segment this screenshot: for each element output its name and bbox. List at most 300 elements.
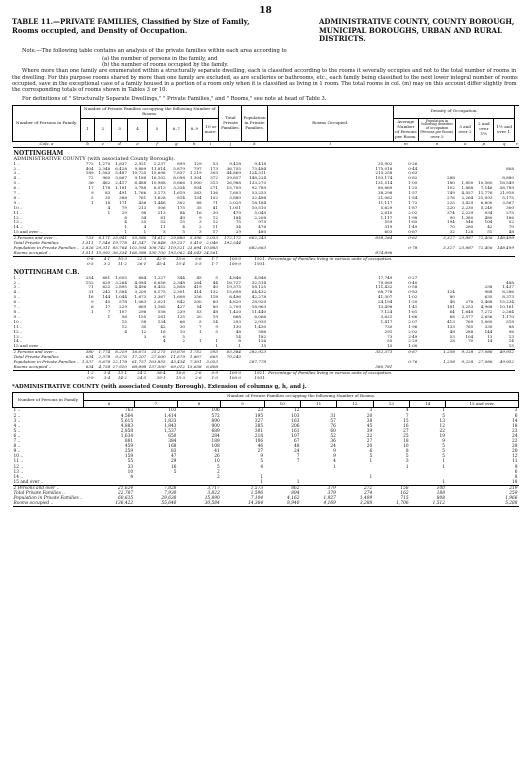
- row-label: 11 ..: [13, 209, 23, 215]
- cell: 1: [442, 479, 445, 485]
- cell: 2,858: [120, 428, 134, 434]
- cell: 1: [296, 479, 300, 485]
- cell: 6,808: [206, 363, 218, 369]
- cell: 518: [506, 318, 514, 324]
- cell: 1·54: [408, 194, 418, 200]
- cell: 7,272: [480, 308, 493, 314]
- extension-title: *ADMINISTRATIVE COUNTY (with associated County Borough). Extension of columns g, h, and j.: [12, 383, 307, 390]
- cell: 23,894: [187, 245, 202, 250]
- row-label: 15 and over ..: [13, 479, 44, 485]
- cell: 6,428: [115, 165, 127, 171]
- cell: 3,468: [480, 299, 493, 305]
- cell: 13: [508, 333, 514, 339]
- cell: 155: [138, 313, 147, 319]
- cell: 10: [214, 459, 220, 465]
- cell: 1,573: [221, 485, 264, 491]
- cell: 220: [446, 204, 455, 210]
- cell: 41,547: [131, 240, 147, 246]
- row-label: 12 ..: [13, 328, 23, 334]
- row-label: 2 ..: [13, 279, 21, 285]
- cell: 38: [366, 418, 373, 424]
- cell: 491: [119, 190, 127, 196]
- cell: 107: [119, 308, 127, 314]
- cell: 9: [442, 439, 445, 445]
- cell: 9,228: [456, 350, 474, 355]
- col-head-d1-label: over 3: [430, 133, 444, 139]
- cell: 278: [465, 299, 474, 305]
- cell: 41: [214, 449, 220, 455]
- cell: 1,706: [396, 501, 409, 507]
- cell: 4,084: [134, 279, 147, 285]
- cell: 42,278: [251, 294, 267, 300]
- cell: 10,161: [499, 304, 514, 310]
- cell: 3,867: [115, 175, 127, 181]
- cell: 1931.: [254, 260, 267, 266]
- cell: 1,833: [164, 418, 177, 424]
- cell: 10,560: [478, 180, 493, 186]
- cell: 118: [210, 294, 218, 300]
- cell: 11·2: [117, 260, 127, 266]
- cell: 12: [121, 323, 127, 329]
- cell: 39: [366, 428, 373, 434]
- cell: 45: [105, 299, 111, 305]
- cell: 4,162: [287, 496, 300, 502]
- cell: 80: [212, 304, 218, 310]
- cell: 36,755: [226, 165, 241, 171]
- cell: 7: [405, 413, 409, 419]
- cell: 15,658: [187, 363, 202, 369]
- cell: 281: [157, 313, 166, 319]
- cell: [493, 376, 515, 381]
- cell: 838,284: [267, 236, 393, 241]
- column-header: 14: [410, 400, 446, 408]
- cell: 102,594: [129, 245, 147, 250]
- cell: 8,452: [153, 284, 166, 290]
- cell: 5: [217, 464, 220, 470]
- row-label: 13 ..: [13, 333, 23, 339]
- col-head-rooms: Rooms Occupied.: [267, 105, 393, 141]
- cell: 49: [179, 214, 185, 220]
- cell: 31: [88, 289, 94, 295]
- cell: 68,778: [378, 289, 393, 295]
- row-label: 4 ..: [13, 423, 21, 429]
- cell: 1,511: [81, 240, 94, 246]
- cell: 715: [400, 496, 409, 502]
- cell: 2: [182, 338, 185, 344]
- cell: 480: [258, 229, 267, 235]
- cell: 4,564: [120, 413, 134, 419]
- row-label: Total Private Families: [13, 354, 59, 360]
- cell: 5: [369, 454, 373, 460]
- cell: 890: [211, 418, 220, 424]
- cell: 42·9: [147, 256, 166, 261]
- cell: 18,549: [499, 180, 514, 186]
- cell: 2,021: [153, 299, 166, 305]
- cell: 81: [160, 214, 166, 220]
- cell: 8,286: [502, 289, 514, 295]
- cell: 0·44: [408, 165, 418, 171]
- cell: 5,288: [505, 501, 518, 507]
- col-head-rooms-group: Number of Private Families occupying the following Number of Rooms.: [81, 105, 219, 118]
- cell: 558: [157, 308, 166, 314]
- cell: 20: [366, 444, 373, 450]
- cell: 108: [211, 444, 220, 450]
- cell: 1: [124, 224, 127, 230]
- cell: 7,828: [134, 485, 177, 491]
- cell: 15: [403, 418, 409, 424]
- cell: 4·1: [95, 256, 112, 261]
- cell: 2,656: [480, 313, 493, 319]
- cell: 1,437: [502, 284, 514, 290]
- cell: 193,174: [375, 175, 393, 181]
- ext-rows: [13, 408, 519, 485]
- cell: 263: [193, 190, 202, 196]
- row-label: Total Private Families ..: [13, 490, 65, 496]
- cell: 681: [102, 274, 111, 280]
- cell: 4,758: [98, 363, 111, 369]
- cell: 682,663: [249, 245, 267, 250]
- cell: 1: [107, 209, 111, 215]
- cell: 1,634: [120, 433, 134, 439]
- column-header: m: [393, 141, 418, 147]
- cell: 5,879: [173, 165, 185, 171]
- cell: 178: [102, 185, 111, 191]
- cell: 3: [405, 459, 409, 465]
- cell: 2,577: [461, 313, 474, 319]
- col-head-r2: 2: [95, 118, 112, 141]
- cell: 18: [512, 423, 518, 429]
- cell: 6,600: [480, 199, 493, 205]
- cell: 4: [130, 474, 134, 480]
- cell: 1: [90, 199, 94, 205]
- cell: 797: [193, 165, 202, 171]
- cell: 38,298: [378, 190, 393, 196]
- cell: 1: [90, 308, 94, 314]
- section-1-subtitle: ADMINISTRATIVE COUNTY (with associated County Borough).: [13, 155, 176, 162]
- cell: 11,776: [478, 190, 493, 196]
- cell: 30: [179, 323, 185, 329]
- cell: [418, 376, 455, 381]
- cell: 15·3: [175, 374, 185, 380]
- cell: 17,207: [131, 354, 147, 360]
- cell: 330,700: [148, 249, 166, 255]
- cell: 180: [446, 180, 455, 186]
- cell: 200: [193, 299, 202, 305]
- cell: 5,866: [173, 180, 185, 186]
- cell: 3: [369, 408, 373, 414]
- cell: 103: [168, 408, 177, 414]
- cell: 8,373: [502, 294, 514, 300]
- cell: 193,062: [168, 249, 185, 255]
- cell: 3·2: [103, 260, 111, 266]
- cell: 16·6: [167, 370, 186, 375]
- cell: 5,049: [254, 209, 267, 215]
- cell: 436: [138, 199, 147, 205]
- cell: 733: [81, 236, 95, 241]
- cell: 11: [512, 459, 518, 465]
- column-header: q: [493, 141, 515, 147]
- cell: 9: [90, 190, 94, 196]
- row-label: 12 ..: [13, 464, 24, 470]
- cell: 184: [233, 214, 241, 220]
- cell: 18: [512, 479, 518, 485]
- cell: 9: [333, 449, 336, 455]
- cell: 11,440: [251, 308, 267, 314]
- cell: 31: [330, 413, 336, 419]
- cell: 1·72: [408, 199, 418, 205]
- cell: 1·00: [408, 343, 418, 349]
- cell: 313: [210, 180, 218, 186]
- cell: 29: [121, 209, 127, 215]
- cell: 669: [138, 304, 147, 310]
- cell: 689: [211, 428, 220, 434]
- cell: 5,175: [502, 194, 514, 200]
- cell: 1,766: [134, 190, 147, 196]
- cell: 385: [254, 423, 264, 429]
- col-head-persons: Number of Persons in Family.: [13, 105, 81, 141]
- row-label: 5 ..: [13, 428, 21, 434]
- cell: 90: [449, 214, 455, 220]
- cell: 7: [296, 459, 300, 465]
- cell: 28: [449, 338, 455, 344]
- cell: 0·5: [87, 260, 94, 266]
- row-label: 8 ..: [13, 444, 21, 450]
- column-header: l: [267, 141, 393, 147]
- cell: 15·6: [167, 256, 186, 261]
- cell: 163,855: [148, 359, 166, 365]
- column-header: k: [242, 141, 267, 147]
- cell: 7,546: [98, 240, 111, 246]
- cell: 5,419: [189, 240, 202, 246]
- cell: 172,172: [219, 236, 242, 241]
- cell: 175: [177, 204, 185, 210]
- row-label: 10 ..: [13, 454, 24, 460]
- cell: 5·6: [186, 256, 203, 261]
- cell: 6,656: [153, 279, 166, 285]
- cell: 1·2: [81, 370, 95, 375]
- row-label: 2 Persons and over ..: [13, 350, 81, 355]
- cell: 1,258: [443, 359, 455, 365]
- cell: 2·6: [186, 370, 203, 375]
- cell: 4,496: [134, 284, 147, 290]
- cell: 634: [85, 363, 94, 369]
- cell: 1,927: [323, 496, 336, 502]
- cell: 39,857: [226, 175, 241, 181]
- cell: 479: [233, 209, 241, 215]
- section-2-totals: [13, 350, 520, 371]
- cell: 1,170: [502, 313, 514, 319]
- cell: 6: [90, 304, 94, 310]
- cell: 45: [196, 274, 202, 280]
- cell: 6: [514, 413, 518, 419]
- cell: 5·5: [195, 260, 202, 266]
- column-header: b: [81, 141, 95, 147]
- cell: 506: [157, 204, 166, 210]
- cell: 27,000: [151, 354, 166, 360]
- column-header: o: [456, 141, 474, 147]
- cell: 0·76: [408, 359, 418, 365]
- cell: 5: [442, 449, 445, 455]
- cell: 2·49: [408, 333, 418, 339]
- cell: 4: [260, 464, 264, 470]
- col-head-d4: 1½ and over 1.: [493, 118, 515, 141]
- cell: 53,253: [251, 190, 267, 196]
- cell: 15,698: [151, 170, 166, 176]
- cell: 1: [369, 459, 373, 465]
- column-header: j: [219, 141, 242, 147]
- cell: 874,896: [375, 249, 393, 255]
- cell: 730: [384, 323, 393, 329]
- cell: 24·2: [128, 370, 147, 375]
- cell: 22·3: [128, 256, 147, 261]
- row-label: 9 ..: [13, 199, 21, 205]
- cell: 1,430: [254, 323, 267, 329]
- cell: 4: [182, 224, 185, 230]
- cell: 384: [168, 439, 177, 445]
- cell: 53: [449, 333, 455, 339]
- row-label: Population in Private Families ..: [13, 245, 80, 250]
- cell: 934: [484, 209, 493, 215]
- cell: 29: [170, 459, 177, 465]
- cell: 173: [210, 165, 218, 171]
- row-label: 5 ..: [13, 180, 21, 186]
- row-label: 4 ..: [13, 175, 21, 181]
- cell: 769: [465, 318, 474, 324]
- row-label: 14 ..: [13, 338, 23, 344]
- cell: 148,499: [497, 245, 514, 250]
- cell: 0·67: [393, 350, 418, 355]
- cell: 3,253: [461, 304, 474, 310]
- cell: 259: [509, 490, 518, 496]
- cell: 53: [212, 160, 218, 166]
- row-label: Rooms occupied ..: [13, 501, 54, 507]
- cell: 133,270: [249, 180, 267, 186]
- cell: 8: [405, 449, 409, 455]
- cell: 1,655: [115, 274, 127, 280]
- ext-totals: [13, 485, 519, 506]
- cell: 1·0: [211, 374, 218, 380]
- cell: 16,727: [226, 279, 241, 285]
- cell: 76,848: [151, 240, 166, 246]
- cell: 1,628: [153, 194, 166, 200]
- cell: 1,446: [153, 199, 166, 205]
- column-header: e: [128, 141, 147, 147]
- cell: 26: [214, 454, 220, 460]
- cell: 21,093: [478, 194, 493, 200]
- cell: 2: [217, 474, 220, 480]
- cell: 274: [364, 490, 373, 496]
- cell: 634: [85, 354, 94, 360]
- cell: 12: [212, 219, 218, 225]
- column-header: 12: [337, 400, 373, 408]
- cell: 5,615: [120, 418, 134, 424]
- cell: 195: [254, 413, 264, 419]
- cell: 3,209: [134, 289, 147, 295]
- cell: 106: [254, 439, 264, 445]
- row-label: 14 ..: [13, 474, 24, 480]
- cell: 134: [193, 194, 202, 200]
- row-label: 9 ..: [13, 449, 21, 455]
- cell: 2,053: [203, 236, 219, 241]
- column-header: 7: [134, 400, 177, 408]
- cell: 56: [121, 313, 127, 319]
- cell: 10·3: [111, 256, 128, 261]
- cell: 49,952: [499, 359, 514, 365]
- cell: 1,219: [189, 170, 202, 176]
- cell: 71: [88, 284, 94, 290]
- cell: 2,610: [380, 209, 393, 215]
- cell: 1·57: [408, 190, 418, 196]
- section-2-title: NOTTINGHAM C.B.: [13, 268, 80, 276]
- cell: 1,807: [189, 354, 202, 360]
- cell: 763: [124, 408, 134, 414]
- note-b: (b) the number of rooms occupied by the family.: [102, 62, 229, 69]
- cell: 70: [508, 224, 514, 230]
- cell: 419: [193, 284, 202, 290]
- cell: 129: [193, 160, 202, 166]
- column-header: Cols. a: [13, 141, 81, 147]
- col-head-pop-dens: Population in following densities of occupation (Persons per Room).: [420, 118, 455, 135]
- cell: 16: [196, 209, 202, 215]
- cell: 72,406: [474, 236, 493, 241]
- cell: 9,418: [254, 160, 267, 166]
- cell: 23: [257, 408, 264, 414]
- cell: 7: [296, 454, 300, 460]
- cell: 75: [235, 219, 241, 225]
- cell: 14: [212, 318, 218, 324]
- cell: 18: [403, 439, 409, 445]
- cell: [456, 376, 474, 381]
- cell: 900: [211, 423, 220, 429]
- cell: 5: [173, 469, 177, 475]
- cell: 32,488: [251, 194, 267, 200]
- row-label: Rooms occupied ..: [13, 249, 52, 255]
- cell: 288: [465, 328, 474, 334]
- row-label: 7 ..: [13, 439, 21, 445]
- cell: 480: [484, 214, 493, 220]
- cell: 1·65: [408, 219, 418, 225]
- cell: 72,406: [478, 245, 493, 250]
- cell: 27: [257, 449, 264, 455]
- cell: 40: [212, 284, 218, 290]
- cell: 12: [212, 214, 218, 220]
- cell: 1921.: [242, 256, 267, 261]
- column-header: n: [418, 141, 455, 147]
- cell: 1,619: [173, 190, 185, 196]
- cell: 14,364: [248, 501, 264, 507]
- column-header: d: [111, 141, 128, 147]
- cell: 0·58: [408, 284, 418, 290]
- cell: 5,678: [98, 359, 111, 365]
- cell: 168: [168, 444, 177, 450]
- cell: 4,846: [254, 274, 267, 280]
- cell: 765: [465, 323, 474, 329]
- cell: 2,378: [98, 354, 111, 360]
- cell: 427: [177, 304, 185, 310]
- cell: 6: [514, 469, 518, 475]
- cell: 2,264: [461, 194, 474, 200]
- cell: 213: [138, 204, 147, 210]
- page-number: 18: [259, 6, 272, 16]
- cell: 374: [446, 209, 455, 215]
- cell: 1: [199, 328, 202, 334]
- total-row: [13, 376, 520, 381]
- cell: 32: [449, 229, 455, 235]
- cell: 72: [88, 175, 94, 181]
- cell: 559: [384, 219, 393, 225]
- cell: 881: [124, 439, 134, 445]
- cell: 684: [138, 274, 147, 280]
